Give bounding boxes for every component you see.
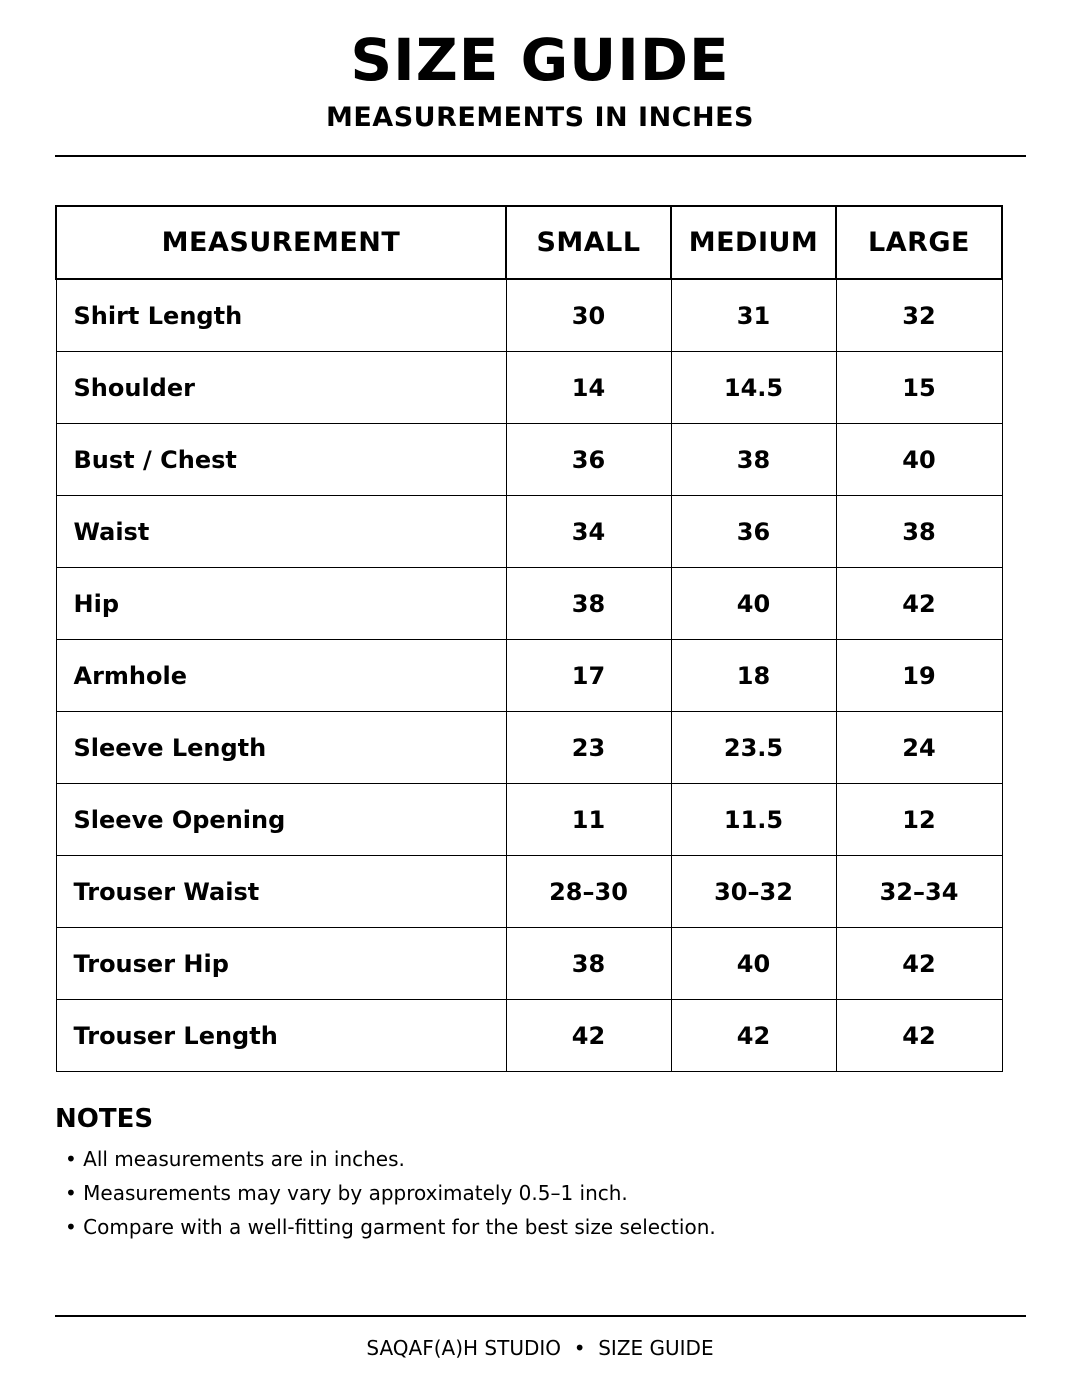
table-row bbox=[56, 712, 1002, 784]
size-table bbox=[55, 205, 1003, 1072]
measurement-label-cell: Shoulder bbox=[56, 352, 506, 424]
small-value-cell: 38 bbox=[506, 928, 671, 1000]
measurement-label-cell: Shirt Length bbox=[56, 279, 506, 352]
large-value-cell: 42 bbox=[836, 568, 1002, 640]
large-value-cell: 12 bbox=[836, 784, 1002, 856]
large-value-cell: 38 bbox=[836, 496, 1002, 568]
page-title: SIZE GUIDE bbox=[350, 26, 730, 94]
note-item: • Compare with a well-fitting garment for the best size selection. bbox=[65, 1215, 716, 1239]
medium-value-cell: 18 bbox=[671, 640, 836, 712]
medium-value-cell: 23.5 bbox=[671, 712, 836, 784]
large-value-cell: 15 bbox=[836, 352, 1002, 424]
medium-value-cell: 11.5 bbox=[671, 784, 836, 856]
measurement-label-cell: Hip bbox=[56, 568, 506, 640]
medium-value-cell: 31 bbox=[671, 279, 836, 352]
small-value-cell: 36 bbox=[506, 424, 671, 496]
table-row bbox=[56, 784, 1002, 856]
measurement-label-cell: Trouser Waist bbox=[56, 856, 506, 928]
table-row bbox=[56, 568, 1002, 640]
large-value-cell: 40 bbox=[836, 424, 1002, 496]
column-header-medium: MEDIUM bbox=[671, 206, 836, 279]
medium-value-cell: 38 bbox=[671, 424, 836, 496]
column-header-measurement: MEASUREMENT bbox=[56, 206, 506, 279]
small-value-cell: 23 bbox=[506, 712, 671, 784]
table-row bbox=[56, 352, 1002, 424]
column-header-large: LARGE bbox=[836, 206, 1002, 279]
medium-value-cell: 14.5 bbox=[671, 352, 836, 424]
large-value-cell: 19 bbox=[836, 640, 1002, 712]
large-value-cell: 24 bbox=[836, 712, 1002, 784]
footer-text: SAQAF(A)H STUDIO • SIZE GUIDE bbox=[366, 1336, 714, 1360]
header-divider bbox=[55, 155, 1026, 157]
note-item: • All measurements are in inches. bbox=[65, 1147, 405, 1171]
page-subtitle: MEASUREMENTS IN INCHES bbox=[326, 102, 754, 133]
footer-divider bbox=[55, 1315, 1026, 1317]
medium-value-cell: 36 bbox=[671, 496, 836, 568]
small-value-cell: 42 bbox=[506, 1000, 671, 1072]
small-value-cell: 17 bbox=[506, 640, 671, 712]
small-value-cell: 28–30 bbox=[506, 856, 671, 928]
table-row bbox=[56, 1000, 1002, 1072]
small-value-cell: 14 bbox=[506, 352, 671, 424]
measurement-label-cell: Waist bbox=[56, 496, 506, 568]
note-item: • Measurements may vary by approximately 0.5–1 inch. bbox=[65, 1181, 628, 1205]
measurement-label-cell: Sleeve Opening bbox=[56, 784, 506, 856]
column-header-small: SMALL bbox=[506, 206, 671, 279]
table-header-row bbox=[56, 206, 1002, 279]
table-row bbox=[56, 928, 1002, 1000]
small-value-cell: 11 bbox=[506, 784, 671, 856]
large-value-cell: 32–34 bbox=[836, 856, 1002, 928]
measurement-label-cell: Bust / Chest bbox=[56, 424, 506, 496]
notes-list bbox=[65, 1144, 716, 1246]
medium-value-cell: 40 bbox=[671, 928, 836, 1000]
medium-value-cell: 30–32 bbox=[671, 856, 836, 928]
medium-value-cell: 42 bbox=[671, 1000, 836, 1072]
table-body bbox=[56, 279, 1002, 1072]
table-row bbox=[56, 424, 1002, 496]
notes-heading: NOTES bbox=[55, 1104, 154, 1134]
medium-value-cell: 40 bbox=[671, 568, 836, 640]
small-value-cell: 34 bbox=[506, 496, 671, 568]
table-row bbox=[56, 640, 1002, 712]
large-value-cell: 42 bbox=[836, 928, 1002, 1000]
large-value-cell: 32 bbox=[836, 279, 1002, 352]
measurement-label-cell: Sleeve Length bbox=[56, 712, 506, 784]
table-row bbox=[56, 856, 1002, 928]
table-row bbox=[56, 496, 1002, 568]
small-value-cell: 38 bbox=[506, 568, 671, 640]
measurement-label-cell: Trouser Hip bbox=[56, 928, 506, 1000]
measurement-label-cell: Armhole bbox=[56, 640, 506, 712]
large-value-cell: 42 bbox=[836, 1000, 1002, 1072]
table-row bbox=[56, 279, 1002, 352]
small-value-cell: 30 bbox=[506, 279, 671, 352]
measurement-label-cell: Trouser Length bbox=[56, 1000, 506, 1072]
